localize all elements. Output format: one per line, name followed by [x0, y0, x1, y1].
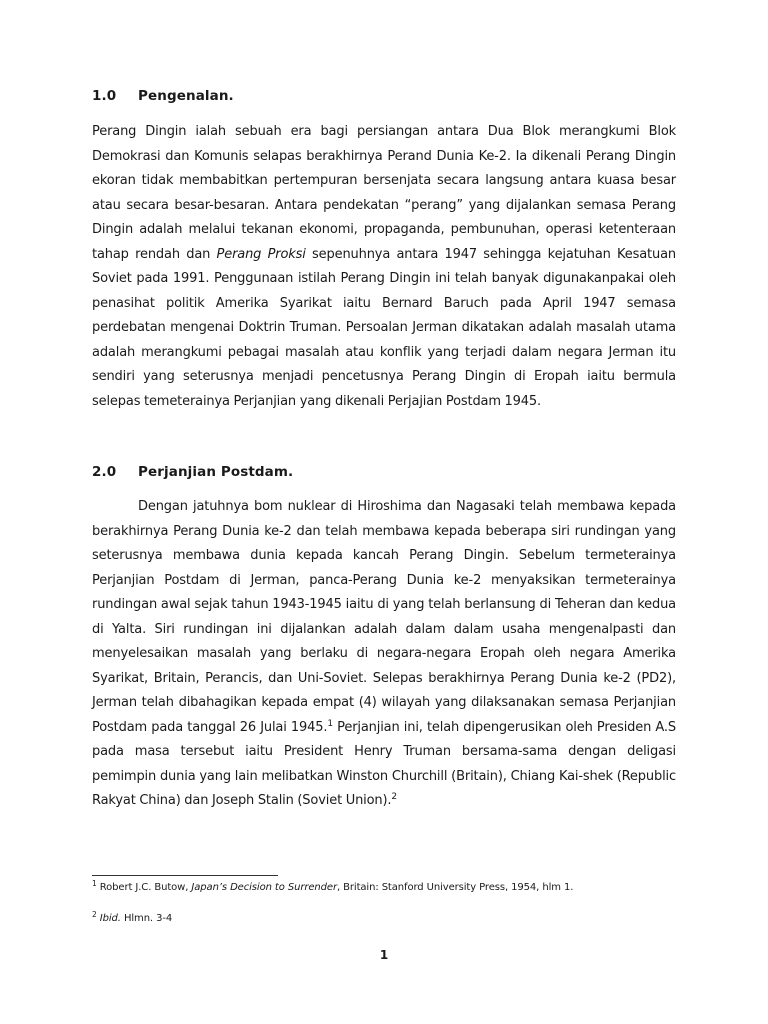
section-1-paragraph — [92, 120, 676, 414]
section-2-paragraph — [92, 495, 676, 814]
footnote-1-text-a: Robert J.C. Butow, — [96, 882, 192, 893]
page-number: 1 — [379, 948, 389, 962]
section-1-text-b: sepenuhnya antara 1947 sehingga kejatuhan Kesatuan Soviet pada 1991. Penggunaan istilah Perang Dingin ini telah banyak digunakanpakai oleh penasihat politik Amerika Syarikat iaitu Bernard Baruch pada April 1947 semasa perdebatan mengenai Doktrin Truman. Persoalan Jerman dikatakan adalah masalah utama adalah merangkumi pebagai masalah atau konflik yang terjadi dalam negara Jerman itu sendiri yang seterusnya menjadi pencetusnya Perang Dingin di Eropah iaitu bermula selepas temeterainya Perjanjian yang dikenali Perjajian Postdam 1945. — [92, 246, 676, 409]
section-1-text-a: Perang Dingin ialah sebuah era bagi persiangan antara Dua Blok merangkumi Blok Demokrasi dan Komunis selapas berakhirnya Perand Dunia Ke-2. Ia dikenali Perang Dingin ekoran tidak membabitkan pertempuran bersenjata secara langsung antara kuasa besar atau secara besar-besaran. Antara pendekatan “perang” yang dijalankan semasa Perang Dingin adalah melalui tekanan ekonomi, propaganda, pembunuhan, operasi ketenteraan tahap rendah dan — [92, 124, 676, 262]
section-2-title: Perjanjian Postdam. — [138, 464, 294, 480]
section-1-italic-term: Perang Proksi — [216, 246, 306, 262]
section-1-title: Pengenalan. — [138, 88, 234, 104]
footnote-separator — [92, 875, 278, 876]
section-2-heading — [92, 464, 293, 480]
footnote-2-ibid: Ibid. — [99, 913, 121, 924]
footnote-2-mark: 2 — [92, 910, 97, 919]
section-1-heading — [92, 88, 234, 104]
footnote-2 — [92, 910, 173, 924]
footnote-ref-1[interactable]: 1 — [327, 718, 333, 729]
section-1-number: 1.0 — [92, 88, 117, 104]
footnote-2-text-b: Hlmn. 3-4 — [120, 913, 173, 924]
footnote-1-text-b: , Britain: Stanford University Press, 1954, hlm 1. — [336, 882, 574, 893]
footnote-ref-2[interactable]: 2 — [391, 792, 397, 802]
section-2-text-b: Perjanjian ini, telah dipengerusikan oleh Presiden A.S pada masa tersebut iaitu President Henry Truman bersama-sama dengan deligasi pemimpin dunia yang lain melibatkan Winston Churchill (Britain), Chiang Kai-shek (Republic Rakyat China) dan Joseph Stalin (Soviet Union). — [92, 719, 676, 808]
footnote-1-title: Japan’s Decision to Surrender — [191, 882, 337, 893]
section-2-number: 2.0 — [92, 464, 117, 480]
footnote-1-mark: 1 — [92, 879, 97, 888]
section-2-text-a: Dengan jatuhnya bom nuklear di Hiroshima dan Nagasaki telah membawa kepada berakhirnya Perang Dunia ke-2 dan telah membawa kepada beberapa siri rundingan yang seterusnya membawa dunia kepada kancah Perang Dingin. Sebelum termeterainya Perjanjian Postdam di Jerman, panca-Perang Dunia ke-2 menyaksikan termeterainya rundingan awal sejak tahun 1943-1945 iaitu di yang telah berlansung di Teheran dan kedua di Yalta. Siri rundingan ini dijalankan adalah dalam dalam usaha mengenalpasti dan menyelesaikan masalah yang berlaku di negara-negara Eropah oleh negara Amerika Syarikat, Britain, Perancis, dan Uni-Soviet. Selepas berakhirnya Perang Dunia ke-2 (PD2), Jerman telah dibahagikan kepada empat (4) wilayah yang dilaksanakan semasa Perjanjian Postdam pada tanggal 26 Julai 1945. — [92, 499, 676, 735]
footnote-1 — [92, 879, 574, 893]
